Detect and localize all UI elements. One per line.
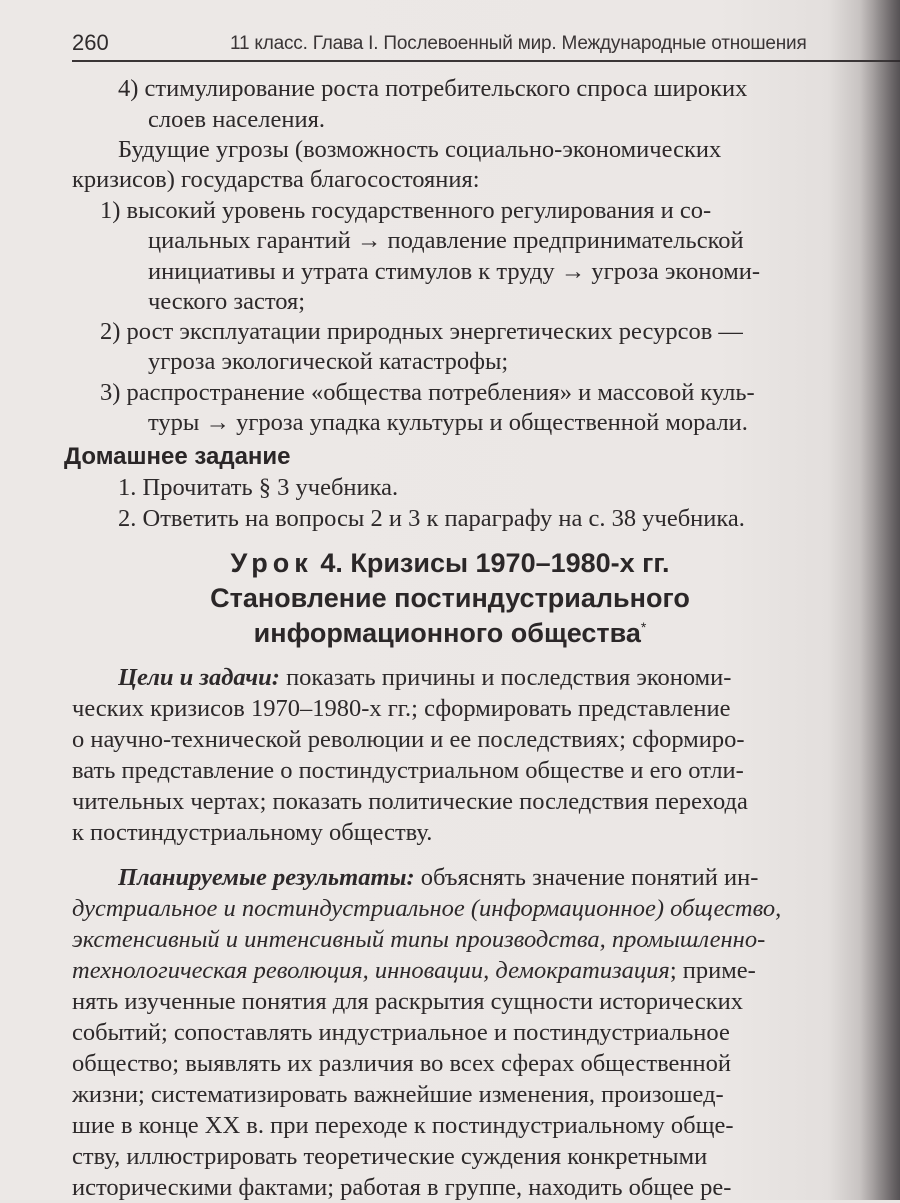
- goals-line5: чительных чертах; показать политические последствия перехода: [72, 788, 748, 815]
- threat-1-line1: 1) высокий уровень государственного регулирования и со-: [100, 197, 712, 224]
- running-header: [72, 28, 900, 62]
- footnote-marker: *: [640, 619, 647, 635]
- goals-line1: [118, 662, 731, 693]
- results-line8: жизни; систематизировать важнейшие изменения, произошед-: [72, 1081, 724, 1108]
- list-item-4-line1: 4) стимулирование роста потребительского спроса широких: [118, 75, 748, 102]
- goals-label: Цели и задачи:: [118, 664, 280, 691]
- threat-3-line1: 3) распространение «общества потребления» и массовой куль-: [100, 379, 755, 406]
- threat-3-line2: туры → угроза упадка культуры и общественной морали.: [148, 409, 748, 436]
- results-italic-terms: технологическая революция, инновации, демократизация: [72, 957, 670, 984]
- results-line4-tail: ; приме-: [669, 957, 756, 984]
- results-text-1: объяснять значение понятий ин-: [414, 864, 759, 891]
- threat-1-line4: ческого застоя;: [148, 288, 306, 315]
- homework-item-2: 2. Ответить на вопросы 2 и 3 к параграфу на с. 38 учебника.: [118, 505, 745, 532]
- lesson-title-line2: Становление постиндустриального: [210, 583, 690, 613]
- goals-line2: ческих кризисов 1970–1980-х гг.; сформировать представление: [72, 695, 731, 722]
- results-line2: дустриальное и постиндустриальное (информационное) общество,: [72, 895, 782, 922]
- goals-text-1: показать причины и последствия экономи-: [279, 664, 732, 691]
- threat-1-line3: инициативы и утрата стимулов к труду → угроза экономи-: [148, 258, 760, 285]
- threats-intro-line1: Будущие угрозы (возможность социально-экономических: [118, 136, 722, 163]
- lesson-title-text1: Кризисы 1970–1980-х гг.: [350, 548, 670, 578]
- homework-item-1: 1. Прочитать § 3 учебника.: [118, 474, 399, 501]
- page-number: 260: [72, 30, 109, 55]
- results-line7: общество; выявлять их различия во всех сферах общественной: [72, 1050, 731, 1077]
- threat-2-line1: 2) рост эксплуатации природных энергетических ресурсов —: [100, 318, 743, 345]
- list-item-4-line2: слоев населения.: [148, 106, 325, 133]
- goals-line6: к постиндустриальному обществу.: [72, 819, 433, 846]
- results-line11: историческими фактами; работая в группе, находить общее ре-: [72, 1174, 732, 1201]
- lesson-number: 4.: [320, 548, 343, 578]
- threats-intro-line2: кризисов) государства благосостояния:: [72, 166, 480, 193]
- goals-line4: вать представление о постиндустриальном обществе и его отли-: [72, 757, 744, 784]
- results-line6: событий; сопоставлять индустриальное и постиндустриальное: [72, 1019, 730, 1046]
- running-title: 11 класс. Глава I. Послевоенный мир. Международные отношения: [230, 33, 807, 54]
- lesson-title-line1: [0, 548, 900, 579]
- lesson-label: Урок: [230, 548, 313, 578]
- homework-heading: Домашнее задание: [64, 443, 291, 470]
- threat-1-line2: циальных гарантий → подавление предпринимательской: [148, 227, 744, 254]
- lesson-title-line3: [0, 618, 900, 649]
- results-label: Планируемые результаты:: [118, 864, 415, 891]
- lesson-title-text3: информационного общества: [253, 618, 641, 648]
- goals-line3: о научно-технической революции и ее последствиях; сформиро-: [72, 726, 745, 753]
- results-line10: ству, иллюстрировать теоретические суждения конкретными: [72, 1143, 708, 1170]
- threat-2-line2: угроза экологической катастрофы;: [148, 348, 509, 375]
- results-line5: нять изученные понятия для раскрытия сущности исторических: [72, 988, 744, 1015]
- page-gutter-shadow: [860, 0, 900, 1200]
- results-line3: экстенсивный и интенсивный типы производства, промышленно-: [72, 926, 766, 953]
- results-line4: [72, 955, 756, 986]
- results-line1: [118, 862, 758, 893]
- results-line9: шие в конце XX в. при переходе к постиндустриальному обще-: [72, 1112, 734, 1139]
